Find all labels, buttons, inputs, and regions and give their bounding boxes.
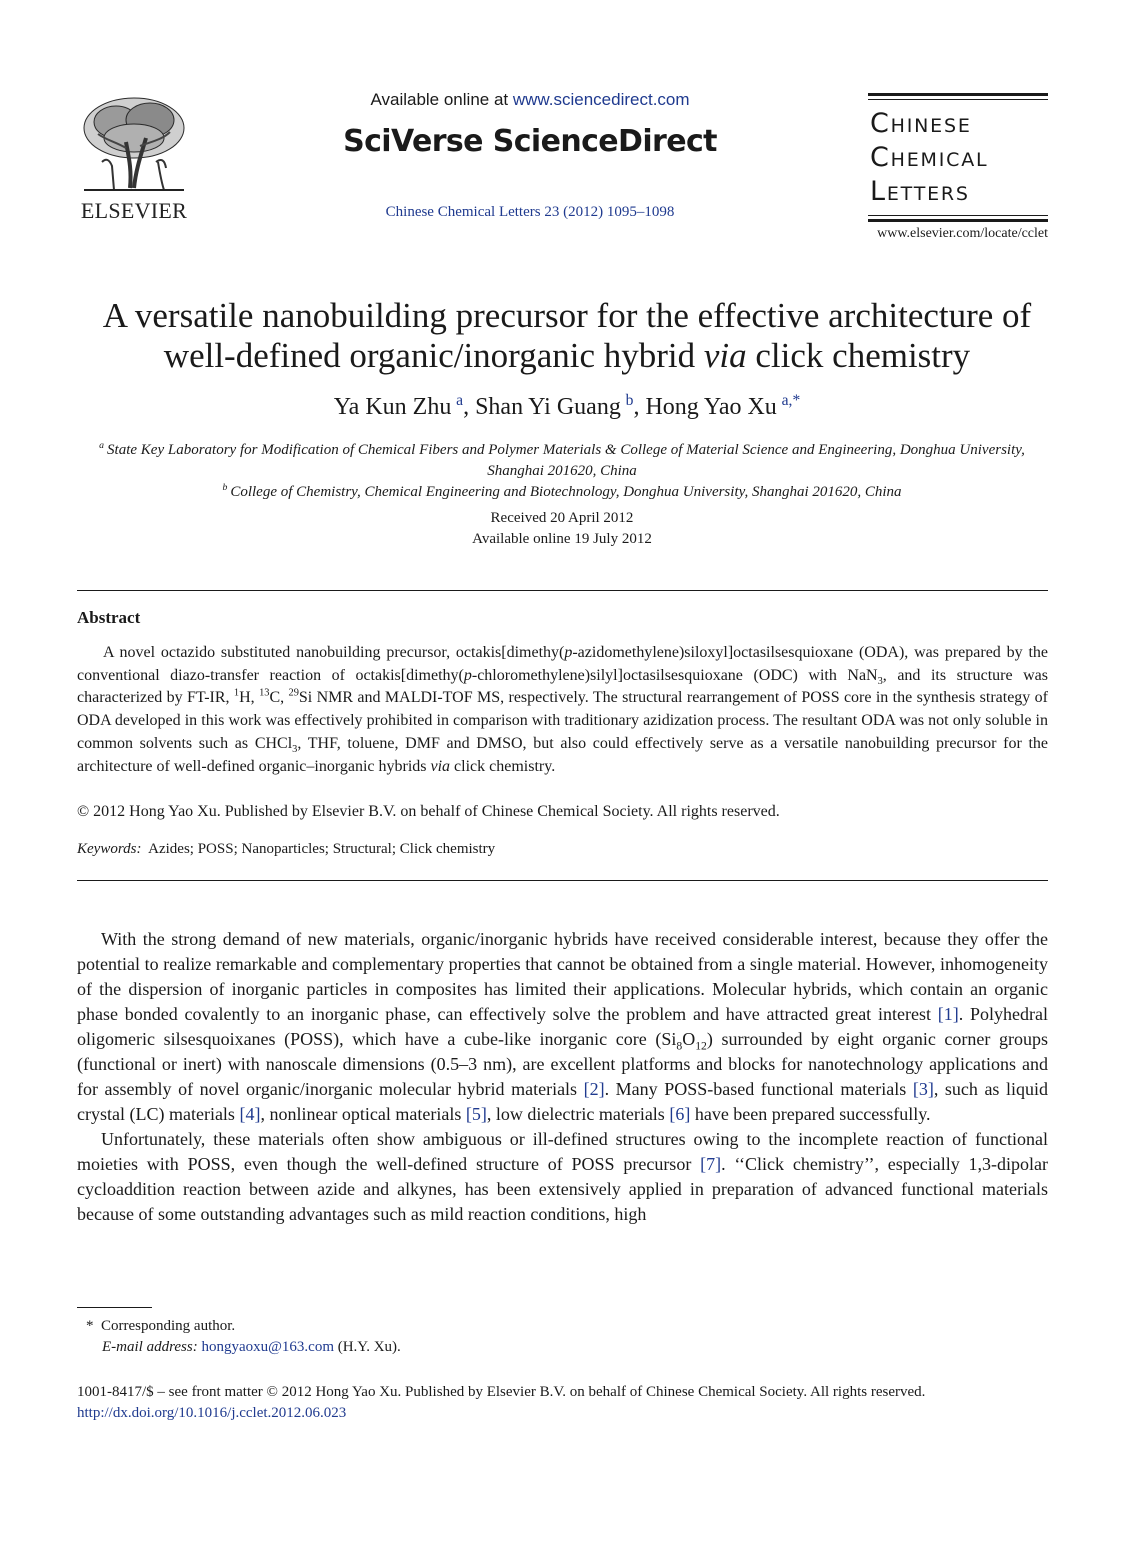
journal-homepage-link[interactable]: www.elsevier.com/locate/cclet xyxy=(877,226,1048,241)
title-via: via xyxy=(703,336,747,375)
corresponding-note: * Corresponding author. xyxy=(86,1318,236,1334)
body-paragraph: With the strong demand of new materials, organic/inorganic hybrids have received considerable interest, because they offer the potential to realize remarkable and complementary properties that cannot be obtained from a single material. However, inhomogeneity of the dispersion of inorganic particles in composites has limited their applications. Molecular hybrids, which contain an organic phase bonded covalently to an inorganic phase, can effectively solve the problem and have attracted great interest [1]. Polyhedral oligomeric silsesquoixanes (POSS), which have a cube-like inorganic core $(Si_8O_{12})$ surrounded by eight organic corner groups (functional or inert) with nanoscale dimensions (0.5–3 nm), are excellent platforms and blocks for nanotechnology applications and for assembly of novel organic/inorganic molecular hybrid materials [2]. Many POSS-based functional materials [3], such as liquid crystal (LC) materials [4], nonlinear optical materials [5], low dielectric materials [6] have been prepared successfully. xyxy=(77,929,1048,1124)
email-link[interactable]: hongyaoxu@163.com xyxy=(201,1339,334,1355)
front-matter xyxy=(77,1382,1057,1424)
publisher-name: ELSEVIER xyxy=(80,198,188,223)
affiliation-text: State Key Laboratory for Modification of Chemical Fibers and Polymer Materials & College of Material Science and Engineering, Donghua University, Shanghai 201620, China xyxy=(107,442,1025,479)
reference-link[interactable]: [1] xyxy=(937,1004,959,1024)
journal-citation-link[interactable]: Chinese Chemical Letters 23 (2012) 1095–1098 xyxy=(385,204,675,220)
copyright-icon: © xyxy=(266,1384,278,1400)
abstract-heading: Abstract xyxy=(77,608,141,627)
affiliation-mark: a xyxy=(99,440,105,451)
affiliation-a xyxy=(76,440,1048,482)
abstract-text: A novel octazido substituted nanobuilding precursor, octakis[dimethy(p-azidomethylene)siloxyl]octasilsesquioxane (ODA), was prepared by the conventional diazo-transfer reaction of octakis[dimethy(p-chloromethylene)silyl]octasilsesquioxane (ODC) with NaN$_3$, and its structure was characterized by FT-IR, $^1$H, $^{13}$C, $^{29}$Si NMR and MALDI-TOF MS, respectively. The structural rearrangement of POSS core in the synthesis strategy of ODA developed in this work was effectively prohibited in comparison with traditionary azidization process. The resultant ODA was not only soluble in common solvents such as CHCl$_3$, THF, toluene, DMF and DMSO, but also could effectively serve as a versatile nanobuilding precursor for the architecture of well-defined organic–inorganic hybrids via click chemistry. xyxy=(77,644,1049,775)
author-separator: , xyxy=(463,394,476,420)
author-affiliation-link[interactable]: a xyxy=(456,392,464,409)
reference-link[interactable]: [5] xyxy=(465,1104,487,1124)
affiliations xyxy=(76,440,1048,503)
author-affiliation-link[interactable]: b xyxy=(625,392,634,409)
footnote-star: * xyxy=(86,1318,94,1334)
abstract-copyright: © 2012 Hong Yao Xu. Published by Elsevier B.V. on behalf of Chinese Chemical Society. All rights reserved. xyxy=(77,803,780,820)
reference-link[interactable]: [3] xyxy=(912,1079,934,1099)
reference-link[interactable]: [4] xyxy=(239,1104,261,1124)
author-separator: , xyxy=(633,394,646,420)
article-body xyxy=(77,927,1048,1227)
title-line-2: well-defined organic/inorganic hybrid xyxy=(163,336,696,375)
journal-logo xyxy=(868,93,1048,219)
journal-logo-rule-bottom-thin xyxy=(868,215,1048,216)
abstract-bottom-rule xyxy=(77,880,1048,881)
email-label: E-mail address: xyxy=(102,1339,198,1355)
reference-link[interactable]: [7] xyxy=(700,1154,722,1174)
footnotes xyxy=(86,1316,401,1358)
article-history xyxy=(76,508,1048,550)
journal-title-line: Letters xyxy=(870,176,970,207)
sciverse-wordmark: SciVerse ScienceDirect xyxy=(343,124,717,159)
online-prefix: Available online at xyxy=(370,90,509,109)
title-line-1: A versatile nanobuilding precursor for the effective architecture of xyxy=(102,296,1032,335)
journal-title-line: Chemical xyxy=(870,142,989,173)
body-paragraph: Unfortunately, these materials often show ambiguous or ill-defined structures owing to the incomplete reaction of functional moieties with POSS, even though the well-defined structure of POSS precursor [7]. ‘‘Click chemistry’’, especially 1,3-dipolar cycloaddition reaction between azide and alkynes, has been extensively applied in preparation of advanced functional materials because of some outstanding advantages such as mild reaction conditions, high xyxy=(77,1129,1048,1224)
author-name: Shan Yi Guang xyxy=(475,394,621,420)
received-date: Received 20 April 2012 xyxy=(490,510,634,526)
author-list xyxy=(60,394,1074,421)
journal-logo-rule-top-thin xyxy=(868,99,1048,100)
email-note: E-mail address: hongyaoxu@163.com (H.Y. Xu). xyxy=(102,1339,401,1355)
journal-title xyxy=(870,107,1048,209)
author-name: Hong Yao Xu xyxy=(645,394,777,420)
online-date: Available online 19 July 2012 xyxy=(472,531,652,547)
online-availability xyxy=(300,90,760,110)
affiliation-b xyxy=(76,482,1048,503)
affiliation-mark: b xyxy=(222,482,228,493)
keywords xyxy=(77,841,495,858)
article-title xyxy=(60,296,1074,376)
reference-link[interactable]: [2] xyxy=(583,1079,605,1099)
title-line-2-end: click chemistry xyxy=(755,336,971,375)
author-name: Ya Kun Zhu xyxy=(333,394,452,420)
copyright-icon: © xyxy=(77,803,90,820)
footnote-rule xyxy=(77,1307,152,1308)
affiliation-text: College of Chemistry, Chemical Engineering and Biotechnology, Donghua University, Shanghai 201620, China xyxy=(230,484,902,500)
sciencedirect-link[interactable]: www.sciencedirect.com xyxy=(512,90,690,109)
tree-icon xyxy=(76,92,192,200)
abstract-top-rule xyxy=(77,590,1048,591)
doi-link[interactable]: http://dx.doi.org/10.1016/j.cclet.2012.06.023 xyxy=(77,1405,347,1421)
journal-title-line: Chinese xyxy=(870,108,972,139)
journal-logo-rule-top xyxy=(868,93,1048,96)
author-affiliation-link[interactable]: a,* xyxy=(781,392,801,409)
issn-line: 1001-8417/$ – see front matter © 2012 Hong Yao Xu. Published by Elsevier B.V. on behalf of Chinese Chemical Society. All rights reserved. xyxy=(77,1384,926,1400)
reference-link[interactable]: [6] xyxy=(669,1104,691,1124)
keywords-list: Azides; POSS; Nanoparticles; Structural; Click chemistry xyxy=(148,841,496,857)
journal-logo-rule-bottom xyxy=(868,219,1048,222)
keywords-label: Keywords: xyxy=(77,841,142,857)
